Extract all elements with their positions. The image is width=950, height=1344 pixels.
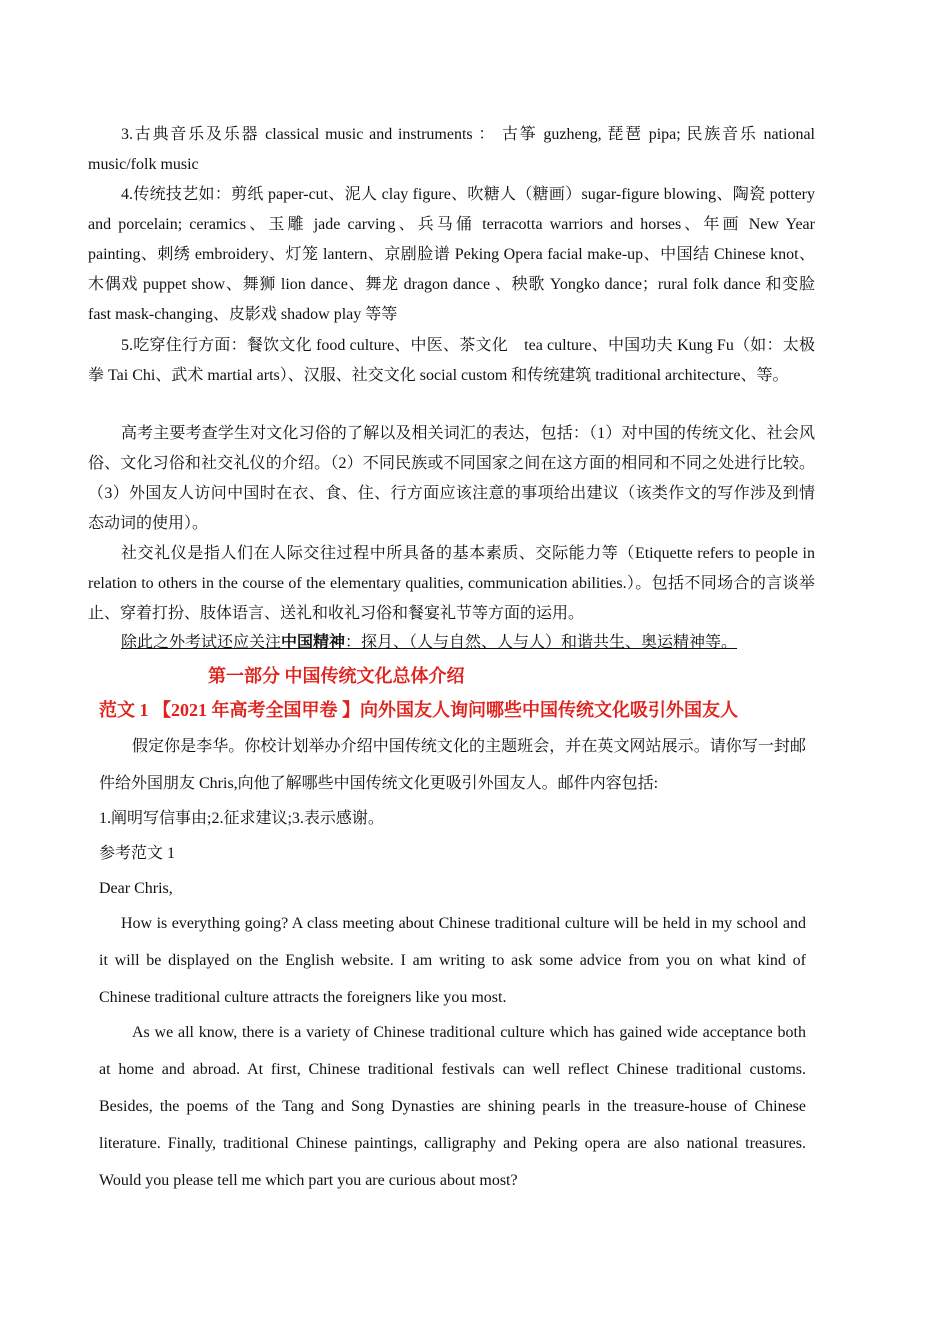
item-classical-music: 3.古典音乐及乐器 classical music and instruments ： 古筝 guzheng, 琵琶 pipa; 民族音乐 national music/folk music	[88, 126, 815, 173]
writing-prompt: 假定你是李华。你校计划举办介绍中国传统文化的主题班会，并在英文网站展示。请你写一封邮件给外国朋友 Chris,向他了解哪些中国传统文化更吸引外国友人。邮件内容包括:	[99, 738, 806, 792]
letter-greeting: Dear Chris,	[99, 880, 173, 897]
letter-paragraph-2: As we all know, there is a variety of Chinese traditional culture which has gained wide acceptance both at home and abroad. At first, Chinese traditional festivals can well reflect Chinese traditional customs. Besides, the poems of the Tang and Song Dynasties are shining pearls in the treasure-house of Chinese literature. Finally, traditional Chinese paintings, calligraphy and Peking opera are also national treasures. Would you please tell me which part you are curious about most?	[99, 1024, 806, 1189]
reference-label: 参考范文 1	[99, 845, 176, 862]
sample-title: 范文 1 【2021 年高考全国甲卷 】向外国友人询问哪些中国传统文化吸引外国友人	[99, 700, 738, 720]
etiquette-paragraph: 社交礼仪是指人们在人际交往过程中所具备的基本素质、交际能力等（Etiquette refers to people in relation to others in the course of the elementary qualities, communication abilities.）。包括不同场合的言谈举止、穿着打扮、肢体语言、送礼和收礼习俗和餐宴礼节等方面的运用。	[88, 545, 815, 622]
letter-paragraph-1: How is everything going? A class meeting about Chinese traditional culture will be held in my school and it will be displayed on the English website. I am writing to ask some advice from you on what kind of Chinese traditional culture attracts the foreigners like you most.	[99, 915, 806, 1006]
item-traditional-crafts: 4.传统技艺如：剪纸 paper-cut、泥人 clay figure、吹糖人（糖画）sugar-figure blowing、陶瓷 pottery and porcelain; ceramics、玉雕 jade carving、兵马俑 terracotta warriors and horses、年画 New Year painting、刺绣 embroidery、灯笼 lantern、京剧脸谱 Peking Opera facial make-up、中国结 Chinese knot、木偶戏 puppet show、舞狮 lion dance、舞龙 dragon dance 、秧歌 Yongko dance；rural folk dance 和变脸 fast mask-changing、皮影戏 shadow play 等等	[88, 186, 815, 323]
chinese-spirit-keyword: 中国精神	[281, 634, 346, 651]
item-daily-life: 5.吃穿住行方面：餐饮文化 food culture、中医、茶文化 tea culture、中国功夫 Kung Fu（如：太极拳 Tai Chi、武术 martial arts）、汉服、社交文化 social custom 和传统建筑 traditional architecture、等。	[88, 337, 815, 384]
extra-focus-paragraph	[88, 628, 815, 658]
prompt-requirements: 1.阐明写信事由;2.征求建议;3.表示感谢。	[99, 810, 384, 827]
extra-focus-text: 除此之外考试还应关注中国精神：探月、（人与自然、人与人）和谐共生、奥运精神等。	[121, 634, 738, 651]
exam-focus-paragraph: 高考主要考查学生对文化习俗的了解以及相关词汇的表达，包括：（1）对中国的传统文化、社会风俗、文化习俗和社交礼仪的介绍。（2）不同民族或不同国家之间在这方面的相同和不同之处进行比较。（3）外国友人访问中国时在衣、食、住、行方面应该注意的事项给出建议（该类作文的写作涉及到情态动词的使用）。	[88, 425, 815, 532]
part-title: 第一部分 中国传统文化总体介绍	[208, 666, 465, 686]
